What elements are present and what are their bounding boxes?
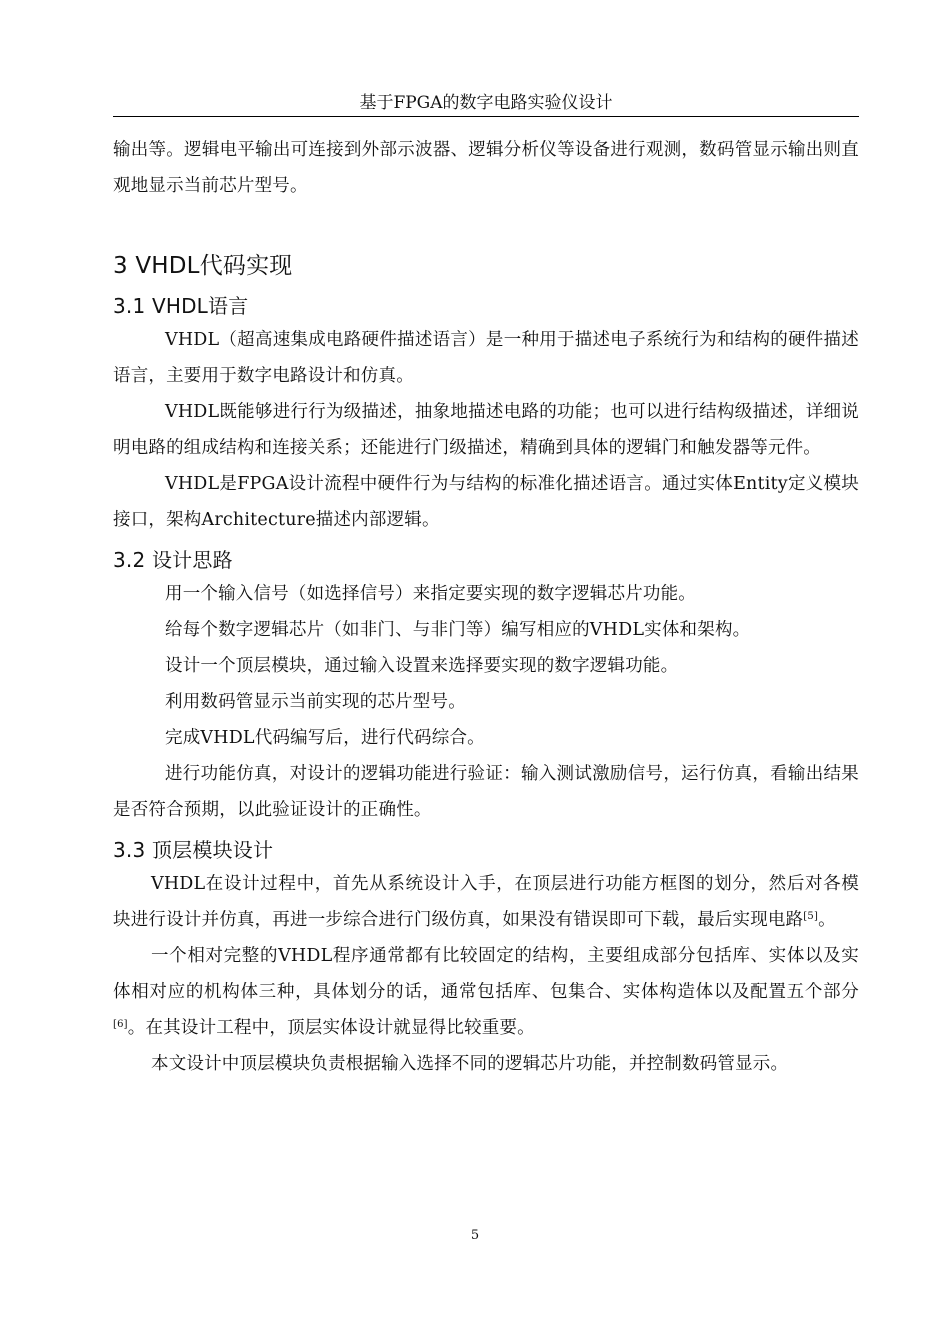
paragraph-end: 。: [818, 910, 836, 930]
citation-marker: [6]: [113, 1019, 128, 1030]
section-3-2-paragraph: 完成VHDL代码编写后，进行代码综合。: [165, 728, 485, 748]
page-body: [113, 132, 859, 1082]
section-3-1-paragraph: VHDL（超高速集成电路硬件描述语言）是一种用于描述电子系统行为和结构的硬件描述语言，主要用于数字电路设计和仿真。: [113, 330, 859, 386]
section-3-1-paragraph: VHDL既能够进行行为级描述，抽象地描述电路的功能；也可以进行结构级描述，详细说明电路的组成结构和连接关系；还能进行门级描述，精确到具体的逻辑门和触发器等元件。: [113, 402, 859, 458]
intro-paragraph: 输出等。逻辑电平输出可连接到外部示波器、逻辑分析仪等设备进行观测，数码管显示输出则直观地显示当前芯片型号。: [113, 140, 859, 196]
chapter-title: 3 VHDL代码实现: [113, 253, 293, 279]
section-3-2-paragraph: 给每个数字逻辑芯片（如非门、与非门等）编写相应的VHDL实体和架构。: [165, 620, 751, 640]
page-number: 5: [470, 1228, 480, 1243]
section-3-3-paragraph: [113, 866, 859, 938]
section-3-2-paragraph: 利用数码管显示当前实现的芯片型号。: [165, 692, 466, 712]
section-3-2-paragraph: 设计一个顶层模块，通过输入设置来选择要实现的数字逻辑功能。: [165, 656, 679, 676]
section-title-3-3: 3.3 顶层模块设计: [113, 838, 274, 862]
section-3-1-paragraph: VHDL是FPGA设计流程中硬件行为与结构的标准化描述语言。通过实体Entity定义模块接口，架构Architecture描述内部逻辑。: [113, 474, 859, 530]
citation-marker: [5]: [803, 911, 819, 922]
section-3-3-paragraph: [113, 938, 859, 1046]
section-3-2-paragraph: 进行功能仿真，对设计的逻辑功能进行验证：输入测试激励信号，运行仿真，看输出结果是否符合预期，以此验证设计的正确性。: [113, 764, 859, 820]
section-title-3-2: 3.2 设计思路: [113, 548, 233, 572]
paragraph-text: 一个相对完整的VHDL程序通常都有比较固定的结构，主要组成部分包括库、实体以及实体相对应的机构体三种，具体划分的话，通常包括库、包集合、实体构造体以及配置五个部分: [113, 946, 859, 1002]
section-3-2-paragraph: 用一个输入信号（如选择信号）来指定要实现的数字逻辑芯片功能。: [165, 584, 696, 604]
section-title-3-1: 3.1 VHDL语言: [113, 294, 249, 318]
paragraph-end: 。在其设计工程中，顶层实体设计就显得比较重要。: [127, 1018, 535, 1038]
header-rule: [113, 116, 859, 117]
paragraph-text: VHDL在设计过程中，首先从系统设计入手，在顶层进行功能方框图的划分，然后对各模块进行设计并仿真，再进一步综合进行门级仿真，如果没有错误即可下载，最后实现电路: [113, 874, 859, 930]
running-header: 基于FPGA的数字电路实验仪设计: [359, 93, 613, 113]
section-3-3-paragraph: 本文设计中顶层模块负责根据输入选择不同的逻辑芯片功能，并控制数码管显示。: [151, 1054, 789, 1074]
